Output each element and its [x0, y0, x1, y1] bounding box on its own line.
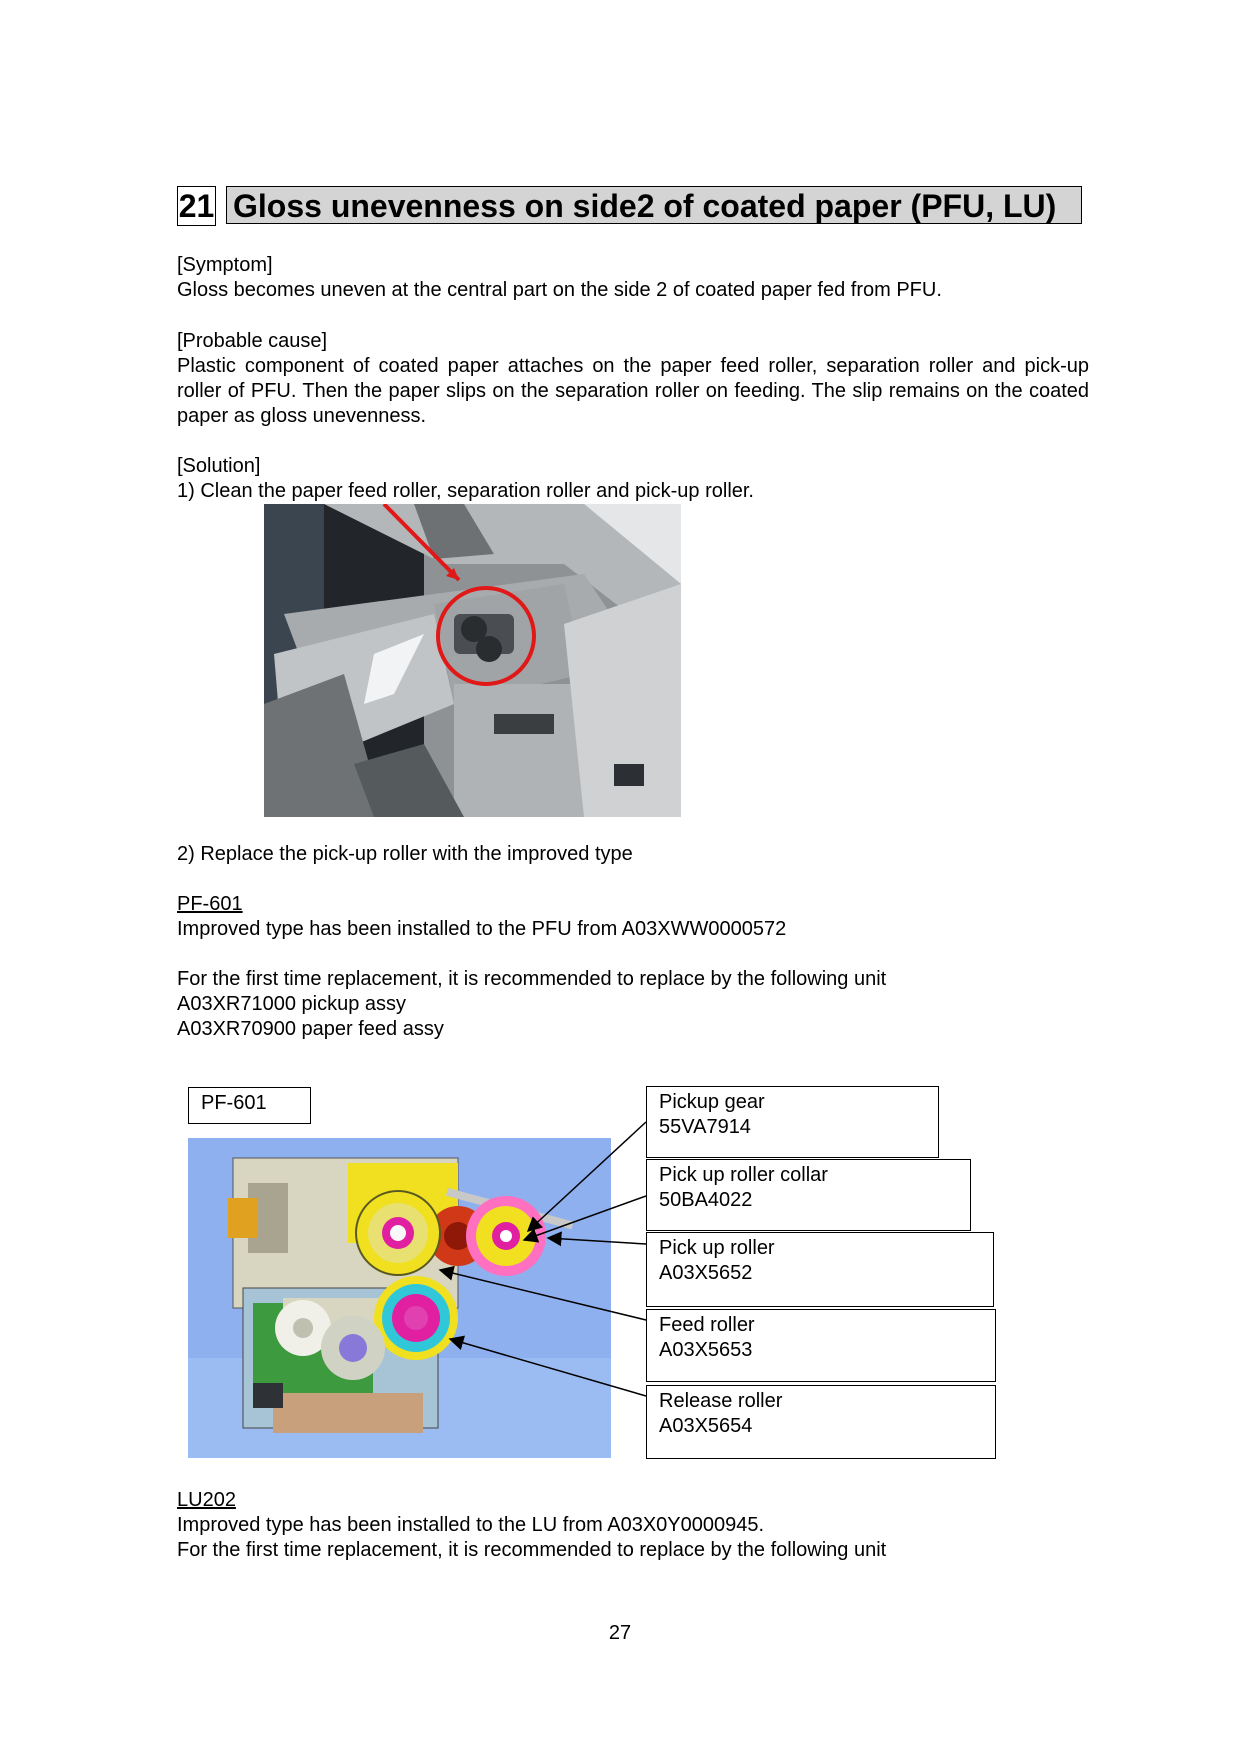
pf601-part-paper-feed-assy: A03XR70900 paper feed assy: [177, 1018, 444, 1040]
roller-photo: [264, 504, 681, 817]
cause-text: Plastic component of coated paper attaches on the paper feed roller, separation roller and pick-up roller of PFU. Then the paper slips on the separation roller on feeding. The slip remains on the coated paper as gloss unevenness.: [177, 355, 1089, 427]
callout-name: Feed roller: [659, 1314, 755, 1336]
callout-name: Release roller: [659, 1390, 783, 1412]
lu202-recommend-text: For the first time replacement, it is recommended to replace by the following unit: [177, 1539, 887, 1561]
callout-name: Pick up roller: [659, 1237, 775, 1259]
pf601-installed-text: Improved type has been installed to the PFU from A03XWW0000572: [177, 918, 787, 940]
pf601-roller-diagram: [188, 1138, 611, 1458]
callout-code: 50BA4022: [659, 1189, 753, 1211]
solution-step1: 1) Clean the paper feed roller, separation roller and pick-up roller.: [177, 480, 754, 502]
solution-label: [Solution]: [177, 455, 261, 477]
pf601-heading: PF-601: [177, 893, 243, 915]
callout-code: A03X5653: [659, 1339, 753, 1361]
callout-pickup-gear: [646, 1086, 939, 1158]
callout-feed-roller: [646, 1309, 996, 1382]
solution-step2: 2) Replace the pick-up roller with the improved type: [177, 843, 633, 865]
pf601-recommend-text: For the first time replacement, it is recommended to replace by the following unit: [177, 968, 887, 990]
callout-release-roller: [646, 1385, 996, 1459]
section-number: 21: [178, 188, 215, 224]
cause-label: [Probable cause]: [177, 330, 328, 352]
lu202-installed-text: Improved type has been installed to the LU from A03X0Y0000945.: [177, 1514, 765, 1536]
callout-name: Pickup gear: [659, 1091, 765, 1113]
symptom-label: [Symptom]: [177, 254, 273, 276]
symptom-text: Gloss becomes uneven at the central part on the side 2 of coated paper fed from PFU.: [177, 279, 942, 301]
callout-pick-up-roller-collar: [646, 1159, 971, 1231]
pf601-part-pickup-assy: A03XR71000 pickup assy: [177, 993, 407, 1015]
callout-code: 55VA7914: [659, 1116, 751, 1138]
diagram-unit-label: PF-601: [188, 1087, 311, 1124]
page-title: Gloss unevenness on side2 of coated paper (PFU, LU): [226, 186, 1082, 224]
lu202-heading: LU202: [177, 1489, 236, 1511]
callout-code: A03X5652: [659, 1262, 753, 1284]
callout-code: A03X5654: [659, 1415, 753, 1437]
callout-name: Pick up roller collar: [659, 1164, 828, 1186]
callout-pick-up-roller: [646, 1232, 994, 1307]
page-number: 27: [608, 1622, 632, 1644]
